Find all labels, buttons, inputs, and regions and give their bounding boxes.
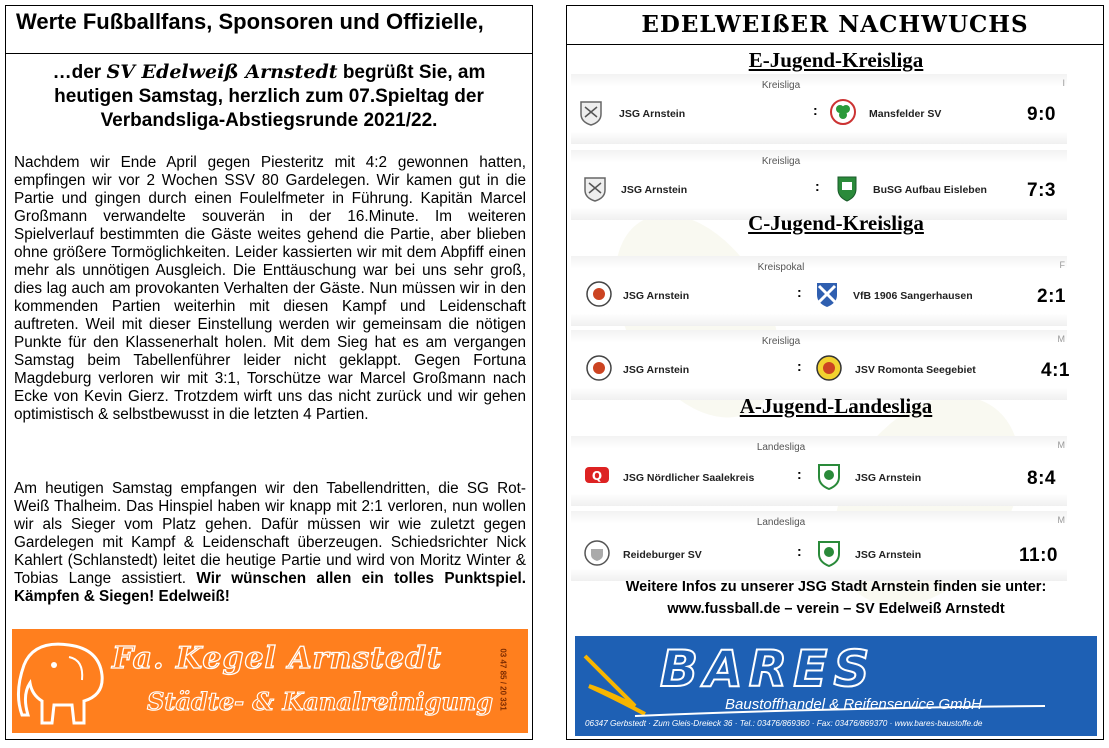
bares-address: 06347 Gerbstedt · Zum Gleis-Dreieck 36 · Tel.: 03476/869360 · Fax: 03476/869370 · www.bares-baustoffe.de: [585, 719, 983, 728]
home-team: JSG Arnstein: [621, 184, 688, 196]
match-row[interactable]: [571, 74, 1067, 144]
green-shield-icon: [815, 539, 843, 567]
score-separator: :: [797, 543, 802, 559]
section-title-e-jugend: E-Jugend-Kreisliga: [748, 48, 924, 72]
green-shield-icon: [815, 462, 843, 490]
home-team: JSG Arnstein: [619, 108, 686, 120]
kegel-company-name: Fa. Kegel Arnstedt: [112, 641, 442, 676]
corner-marker: M: [1057, 334, 1065, 344]
corner-marker: I: [1062, 78, 1065, 88]
welcome-heading: Werte Fußballfans, Sponsoren und Offizielle,: [6, 6, 532, 54]
greeting: [6, 60, 532, 133]
home-team: JSG Arnstein: [623, 364, 690, 376]
bares-logo: BARES: [660, 640, 876, 698]
corner-marker: M: [1057, 515, 1065, 525]
elephant-icon: [14, 635, 114, 727]
score-separator: :: [797, 284, 802, 300]
score-separator: :: [797, 358, 802, 374]
match-row[interactable]: [571, 150, 1067, 220]
match-row[interactable]: [571, 330, 1070, 400]
home-team: JSG Arnstein: [623, 290, 690, 302]
corner-marker: F: [1059, 260, 1065, 270]
yellow-round-crest-icon: [815, 354, 843, 382]
more-info-link[interactable]: www.fussball.de – verein – SV Edelweiß Arnstedt: [667, 601, 1005, 617]
grey-round-crest-icon: [583, 539, 611, 567]
score-separator: :: [813, 102, 818, 118]
report-paragraph-1: Nachdem wir Ende April gegen Piesteritz mit 4:2 gewonnen hatten, empfingen wir vor 2 Wochen SSV 80 Gardelegen. Wir kamen gut in die Partie und gingen durch einen Foulelfmeter in Führung. Kapitän Marcel Großmann verwandelte souverän in der 16.Minute. Im weiteren Spielverlauf bestimmten die Gäste weites gehend die Partie, aber blieben ohne größere Tormöglichkeiten. Leider kassierten wir mit dem Abpfiff einen mehr als unnötigen Ausgleich. Die Enttäuschung war bei uns sehr groß, dies lag auch am provokanten Verhalten der Gäste. Nun müssen wir in den kommenden Partien weiterhin mit diesen Kampf und Leidenschaft auftreten. Weil mit dieser Einstellung werden wir gemeinsam die nötigen Punkte für den Klassenerhalt holen. Mit dem Sieg hat es am vergangen Samstag beim Tabellenführer leider nicht geklappt. Gegen Fortuna Magdeburg verloren wir mit 3:1, Torschütze war Marcel Großmann nach Ecke von Kevin Gierz. Trotzdem wirft uns das nicht zurück und wir gehen optimistisch & selbstbewusst in die letzten 4 Partien.: [14, 154, 526, 423]
greeting-prefix: …der: [52, 62, 107, 83]
greeting-rest: begrüßt Sie, am heutigen Samstag, herzlich zum 07.Spieltag der Verbandsliga-Abstiegsrunde 2021/22.: [54, 62, 486, 131]
match-row[interactable]: [571, 436, 1067, 506]
club-crest-icon: [581, 174, 609, 202]
away-team: Mansfelder SV: [869, 108, 942, 120]
corner-marker: M: [1057, 440, 1065, 450]
away-team: JSG Arnstein: [855, 472, 922, 484]
bares-subtitle: Baustoffhandel & Reifenservice GmbH: [725, 696, 982, 713]
kegel-sponsor-ad: [12, 629, 528, 733]
club-name: SV Edelweiß Arnstedt: [106, 61, 338, 83]
away-team: JSV Romonta Seegebiet: [855, 364, 976, 376]
report-paragraph-2: [14, 480, 526, 606]
shield-green-icon: [833, 174, 861, 202]
competition-label: Kreisliga: [761, 80, 801, 91]
youth-results-column: [566, 5, 1104, 740]
score-separator: :: [815, 178, 820, 194]
competition-label: Kreispokal: [757, 262, 805, 273]
section-title-a-jugend: A-Jugend-Landesliga: [739, 394, 933, 418]
youth-heading: EDELWEIßER NACHWUCHS: [567, 6, 1103, 45]
club-crest-icon: [577, 98, 605, 126]
section-title-c-jugend: C-Jugend-Kreisliga: [748, 211, 924, 235]
more-info-line-1: Weitere Infos zu unserer JSG Stadt Arnstein finden sie unter:: [625, 579, 1047, 595]
match-score: 7:3: [1027, 180, 1056, 201]
match-score: 8:4: [1027, 468, 1056, 489]
match-row[interactable]: [571, 256, 1067, 326]
more-info: [567, 576, 1104, 620]
red-round-crest-icon: [585, 354, 613, 382]
blue-shield-icon: [813, 280, 841, 308]
kegel-phone: 03 47 85 / 20 331: [498, 648, 508, 711]
match-score: 11:0: [1019, 545, 1058, 566]
svg-text:Q: Q: [591, 469, 603, 483]
report-paragraph-2-text: Am heutigen Samstag empfangen wir den Tabellendritten, die SG Rot-Weiß Thalheim. Das Hinspiel haben wir knapp mit 2:1 verloren, nun wollen wir als Sieger vom Platz gehen. Dafür müssen wir wie zuletzt gegen Gardelegen mit Kampf & Leidenschaft überzeugen. Schiedsrichter Nick Kahlert (Schlanstedt) leitet die heutige Partie und wird von Moritz Winter & Tobias Lange assistiert.: [14, 480, 526, 587]
match-row[interactable]: [571, 511, 1067, 581]
home-team: JSG Nördlicher Saalekreis: [623, 472, 755, 484]
match-score: 9:0: [1027, 104, 1056, 125]
competition-label: Kreisliga: [761, 336, 801, 347]
match-score: 2:1: [1037, 286, 1066, 307]
kegel-slogan: Städte- & Kanalreinigung: [147, 687, 494, 716]
match-score: 4:1: [1041, 360, 1070, 381]
competition-label: Landesliga: [756, 442, 806, 453]
competition-label: Landesliga: [756, 517, 806, 528]
home-team: Reideburger SV: [623, 549, 702, 561]
closing-wish: Wir wünschen allen ein tolles Punktspiel. Kämpfen & Siegen! Edelweiß!: [14, 570, 526, 605]
away-team: JSG Arnstein: [855, 549, 922, 561]
away-team: VfB 1906 Sangerhausen: [853, 290, 973, 302]
competition-label: Kreisliga: [761, 156, 801, 167]
score-separator: :: [797, 466, 802, 482]
bares-sponsor-ad: [575, 636, 1097, 736]
red-logo-icon: [583, 462, 611, 490]
clover-crest-icon: [829, 98, 857, 126]
red-round-crest-icon: [585, 280, 613, 308]
away-team: BuSG Aufbau Eisleben: [873, 184, 987, 196]
